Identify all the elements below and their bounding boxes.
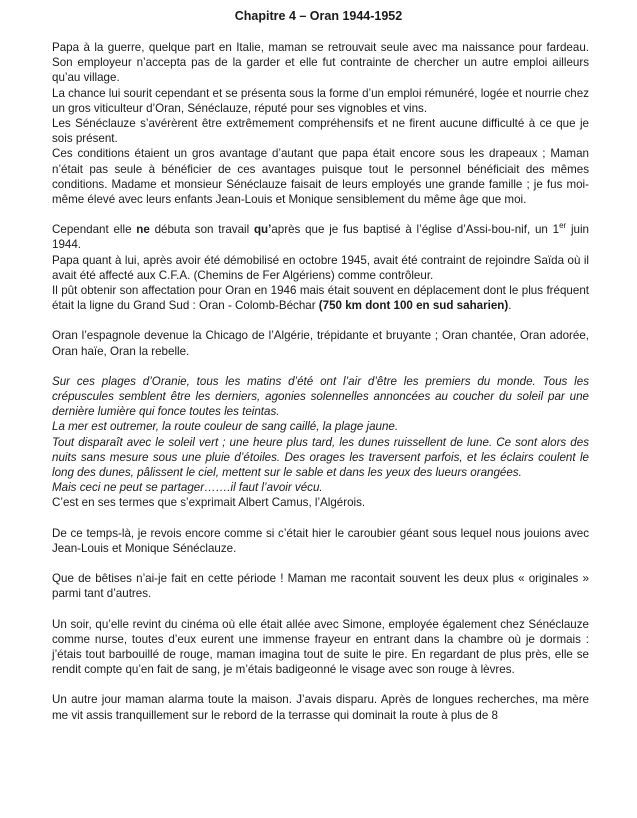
paragraph: Papa quant à lui, après avoir été démobilisé en octobre 1945, avait été contraint de rejoindre Saïda où il avait été affecté aux C.F.A. (Chemins de Fer Algériens) comme contrôleur. (52, 253, 589, 282)
paragraph: Un autre jour maman alarma toute la maison. J’avais disparu. Après de longues recherches, ma mère me vit assis tranquillement sur le rebord de la terrasse qui dominait la route à plus de 8 (52, 693, 589, 722)
text-run: juin 1944. (52, 223, 589, 252)
paragraph-gap (52, 359, 589, 374)
quote-line: Sur ces plages d’Oranie, tous les matins d’été ont l’air d’être les premiers du monde. Tous les crépuscules semblent être les derniers, agonies solennelles annoncées au coucher du soleil par une dernière lumière qui fonce toutes les teintas. (52, 374, 589, 419)
paragraph: La chance lui sourit cependant et se présenta sous la forme d’un emploi rémunéré, logée et nourrie chez un gros viticulteur d’Oran, Sénéclauze, réputé pour ses vignobles et vins. (52, 86, 589, 115)
superscript: er (559, 221, 567, 231)
text-run: Il pût obtenir son affectation pour Oran en 1946 mais était souvent en déplacement dont le plus fréquent était la ligne du Grand Sud : Oran - Colomb-Béchar (52, 284, 589, 313)
paragraph-posting (52, 283, 589, 313)
paragraph-gap (52, 511, 589, 526)
paragraph: Papa à la guerre, quelque part en Italie, maman se retrouvait seule avec ma naissance pour fardeau. Son employeur n’accepta pas de la garder et elle fut contrainte de chercher un autre emploi ailleurs qu’au village. (52, 41, 589, 85)
bold-run: ne (136, 223, 150, 237)
paragraph-gap (52, 556, 589, 571)
paragraph: Ces conditions étaient un gros avantage d’autant que papa était encore sous les drapeaux ; Maman n’était pas seule à bénéficier de ces avantages puisque tout le personnel bénéficiait des mêmes conditions. Madame et monsieur Sénéclauze faisait de leurs employés une grande famille ; je fus moi-même élevé avec leurs enfants Jean-Louis et Monique sensiblement du même âge que moi. (52, 147, 589, 207)
quote-line: Tout disparaît avec le soleil vert ; une heure plus tard, les dunes ruissellent de lune. Ce sont alors des nuits sans mesure sous une pluie d’étoiles. Des orages les traversent parfois, et les éclairs coulent le long des dunes, pâlissent le ciel, mettent sur le sable et dans les yeux des lueurs orangées. (52, 435, 589, 480)
paragraph-baptism (52, 222, 589, 252)
text-run: après que je fus baptisé à l’église d’Assi-bou-nif, un 1 (271, 223, 560, 237)
quote-line: La mer est outremer, la route couleur de sang caillé, la plage jaune. (52, 420, 399, 434)
text-run: Cependant elle (52, 223, 137, 237)
paragraph: Que de bêtises n’ai-je fait en cette période ! Maman me racontait souvent les deux plus « originales » parmi tant d’autres. (52, 572, 589, 601)
paragraph: De ce temps-là, je revois encore comme si c’était hier le caroubier géant sous lequel nous jouions avec Jean-Louis et Monique Sénéclauze. (52, 526, 589, 555)
paragraph-gap (52, 677, 589, 692)
paragraph-gap (52, 602, 589, 617)
paragraph-gap (52, 313, 589, 328)
paragraph: Les Sénéclauze s’avérèrent être extrêmement compréhensifs et ne firent aucune difficulté à ce que je sois présent. (52, 117, 589, 146)
paragraph: Oran l’espagnole devenue la Chicago de l’Algérie, trépidante et bruyante ; Oran chantée, Oran adorée, Oran haïe, Oran la rebelle. (52, 329, 589, 358)
text-run: . (508, 299, 512, 313)
bold-run: (750 km dont 100 en sud saharien) (318, 299, 509, 313)
bold-run: qu’ (253, 223, 272, 237)
quote-attribution: C’est en ses termes que s’exprimait Albert Camus, l’Algérois. (52, 496, 366, 510)
chapter-title: Chapitre 4 – Oran 1944-1952 (234, 9, 403, 23)
text-run: débuta son travail (149, 223, 254, 237)
document-body (52, 40, 589, 723)
quote-line: Mais ceci ne peut se partager…….il faut l’avoir vécu. (52, 481, 323, 495)
paragraph-gap (52, 207, 589, 222)
paragraph: Un soir, qu’elle revint du cinéma où elle était allée avec Simone, employée également chez Sénéclauze comme nurse, toutes d’eux eurent une immense frayeur en entrant dans la chambre où je dormais : j’étais tout barbouillé de rouge, maman imagina tout de suite le pire. En regardant de plus près, elle se rendit compte qu’en fait de sang, je m’étais badigeonné le visage avec son rouge à lèvres. (52, 617, 589, 677)
